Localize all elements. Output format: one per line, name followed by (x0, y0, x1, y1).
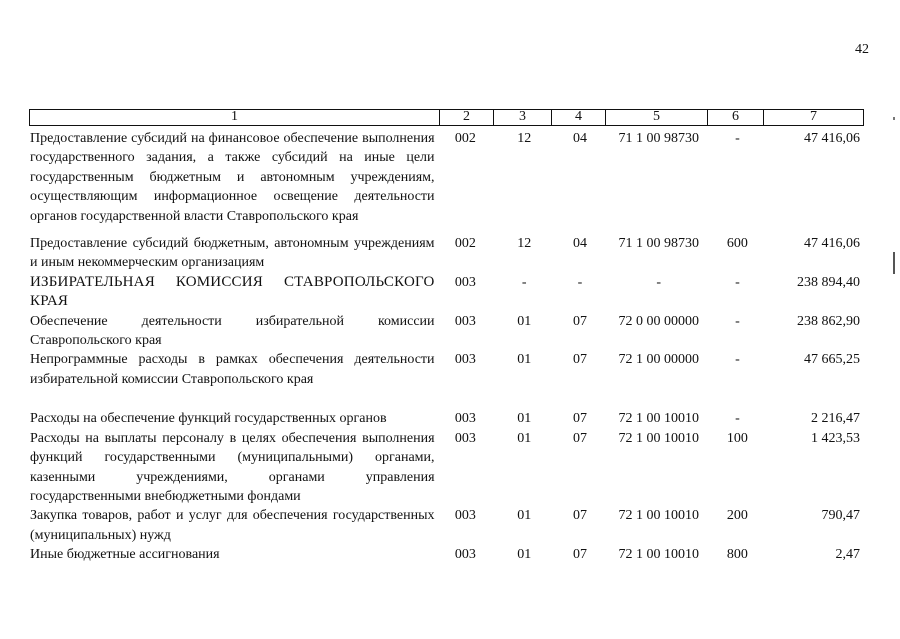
header-col-3: 3 (493, 110, 551, 125)
table-row (30, 429, 860, 507)
header-col-4: 4 (551, 110, 605, 125)
row-section: 01 (517, 547, 532, 563)
row-target: - (656, 274, 662, 290)
page-number: 42 (855, 42, 869, 57)
table-row (30, 312, 860, 351)
row-subsection: 04 (573, 236, 587, 252)
row-section: 01 (517, 352, 532, 368)
row-subsection: 07 (573, 352, 587, 368)
header-col-1: 1 (231, 109, 238, 124)
row-code: 003 (454, 547, 476, 563)
row-target: 72 0 00 00000 (618, 313, 699, 329)
row-code: 003 (454, 430, 476, 446)
row-name: Непрограммные расходы в рамках обеспечения деятельности избирательной комиссии Ставропольского края (30, 352, 435, 387)
table-row (30, 409, 860, 428)
row-code: 003 (454, 411, 476, 427)
row-expense-type: - (735, 411, 740, 427)
row-section: 01 (517, 411, 532, 427)
table-row (30, 234, 860, 273)
row-name: Закупка товаров, работ и услуг для обеспечения государственных (муниципальных) нужд (30, 508, 435, 543)
scan-artifact-dot (893, 117, 895, 120)
row-subsection: - (577, 274, 583, 290)
row-code: 002 (454, 131, 476, 146)
row-code: 003 (454, 352, 476, 368)
table-row (30, 129, 860, 226)
row-amount: 1 423,53 (810, 430, 860, 446)
row-code: 003 (454, 313, 476, 329)
row-target: 71 1 00 98730 (618, 131, 699, 146)
table-body (30, 129, 860, 565)
row-section: - (521, 274, 527, 290)
row-amount: 2,47 (835, 547, 860, 563)
row-expense-type: 200 (726, 508, 748, 524)
row-target: 71 1 00 98730 (618, 236, 699, 252)
row-amount: 238 894,40 (796, 274, 860, 290)
row-amount: 238 862,90 (796, 313, 860, 329)
row-subsection: 07 (573, 313, 587, 329)
row-section: 12 (517, 131, 532, 146)
row-section: 01 (517, 430, 532, 446)
table-row (30, 545, 860, 564)
row-subsection: 07 (573, 411, 587, 427)
row-expense-type: - (735, 131, 740, 146)
row-name: ИЗБИРАТЕЛЬНАЯ КОМИССИЯ СТАВРОПОЛЬСКОГО КРАЯ (30, 273, 435, 310)
row-section: 01 (517, 313, 532, 329)
row-expense-type: 100 (726, 430, 748, 446)
row-section: 01 (517, 508, 532, 524)
row-name: Предоставление субсидий бюджетным, автономным учреждениям и иным некоммерческим организациям (30, 236, 435, 271)
row-name: Обеспечение деятельности избирательной комиссии Ставропольского края (30, 313, 435, 349)
row-expense-type: - (735, 313, 740, 329)
scan-artifact-mark (893, 252, 895, 274)
header-col-6: 6 (707, 110, 763, 125)
row-amount: 47 416,06 (803, 131, 860, 146)
header-col-5: 5 (605, 110, 707, 125)
row-subsection: 04 (573, 131, 587, 146)
table-row (30, 273, 860, 312)
row-target: 72 1 00 10010 (618, 547, 699, 563)
row-target: 72 1 00 10010 (618, 508, 699, 524)
row-name: Предоставление субсидий на финансовое обеспечение выполнения государственного задания, а также субсидий на иные цели государственным бюджетным и автономным учреждениям, осуществляющим информационное освещение деятельности органов государственной власти Ставропольского края (30, 131, 435, 224)
row-amount: 47 665,25 (803, 352, 860, 368)
row-name: Расходы на выплаты персоналу в целях обеспечения выполнения функций государственными (муниципальными) органами, казенными учреждениями, органами управления государственными внебюджетными фондами (30, 430, 435, 504)
table-header (29, 109, 864, 126)
row-name: Иные бюджетные ассигнования (30, 547, 220, 563)
row-subsection: 07 (573, 430, 587, 446)
row-target: 72 1 00 10010 (618, 411, 699, 427)
table-row (30, 506, 860, 545)
row-expense-type: - (735, 274, 740, 290)
row-code: 003 (454, 274, 476, 290)
row-amount: 47 416,06 (803, 236, 860, 252)
table-row (30, 350, 860, 389)
row-expense-type: 800 (726, 547, 748, 563)
row-subsection: 07 (573, 547, 587, 563)
row-amount: 2 216,47 (810, 411, 860, 427)
row-code: 003 (454, 508, 476, 524)
row-amount: 790,47 (821, 508, 860, 524)
header-col-2: 2 (439, 110, 493, 125)
row-target: 72 1 00 10010 (618, 430, 699, 446)
row-expense-type: 600 (726, 236, 748, 252)
row-code: 002 (454, 236, 476, 252)
row-target: 72 1 00 00000 (618, 352, 699, 368)
header-col-7: 7 (763, 110, 863, 125)
row-expense-type: - (735, 352, 740, 368)
row-subsection: 07 (573, 508, 587, 524)
row-section: 12 (517, 236, 532, 252)
row-name: Расходы на обеспечение функций государственных органов (30, 411, 387, 427)
